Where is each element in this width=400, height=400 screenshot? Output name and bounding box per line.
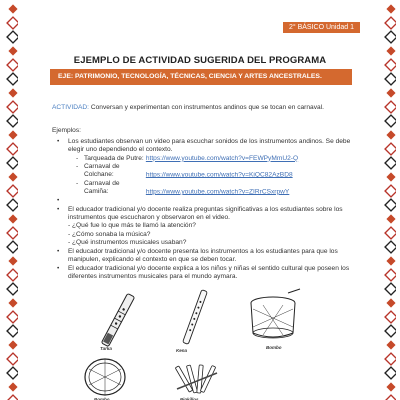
kena-caption: Kena — [176, 348, 188, 353]
border-pattern-segment — [382, 294, 396, 308]
tarka-icon — [88, 290, 148, 350]
video-links — [68, 155, 356, 197]
border-pattern-segment — [382, 140, 396, 154]
border-pattern-segment — [382, 0, 396, 14]
page-title: EJEMPLO DE ACTIVIDAD SUGERIDA DEL PROGRAMA — [73, 55, 327, 66]
border-pattern-segment — [4, 294, 18, 308]
border-pattern-segment — [382, 196, 396, 210]
bombo-illustration — [80, 357, 130, 400]
border-pattern-segment — [4, 98, 18, 112]
border-pattern-segment — [4, 210, 18, 224]
bombo-small-illustration — [238, 287, 308, 352]
border-pattern-segment — [382, 238, 396, 252]
pinkillos-icon — [172, 361, 222, 397]
link-name: Carnaval de Colchane: — [84, 163, 120, 179]
border-pattern-segment — [382, 84, 396, 98]
border-pattern-segment — [4, 56, 18, 70]
list-item — [52, 138, 356, 197]
video-link-putre[interactable]: https://www.youtube.com/watch?v=FEWPyMmU2-Q — [145, 154, 299, 162]
decorative-border-right — [382, 0, 396, 400]
eje-banner: EJE: PATRIMONIO, TECNOLOGÍA, TÉCNICAS, CIENCIA Y ARTES ANCESTRALES. — [50, 69, 352, 85]
border-pattern-segment — [382, 56, 396, 70]
border-pattern-segment — [4, 196, 18, 210]
border-pattern-segment — [382, 210, 396, 224]
border-pattern-segment — [4, 154, 18, 168]
border-pattern-segment — [382, 112, 396, 126]
border-pattern-segment — [4, 28, 18, 42]
border-pattern-segment — [4, 336, 18, 350]
border-pattern-segment — [382, 252, 396, 266]
border-pattern-segment — [4, 392, 18, 400]
border-pattern-segment — [382, 154, 396, 168]
border-pattern-segment — [382, 364, 396, 378]
border-pattern-segment — [4, 70, 18, 84]
bombo-small-caption: Bombo — [266, 345, 282, 350]
border-pattern-segment — [382, 168, 396, 182]
kena-icon — [170, 287, 220, 347]
border-pattern-segment — [4, 224, 18, 238]
border-pattern-segment — [382, 392, 396, 400]
link-name: Carnaval de Camiña: — [84, 179, 120, 196]
border-pattern-segment — [4, 322, 18, 336]
border-pattern-segment — [382, 378, 396, 392]
border-pattern-segment — [4, 378, 18, 392]
border-pattern-segment — [382, 126, 396, 140]
question: - ¿Cómo sonaba la música? — [68, 230, 151, 238]
border-pattern-segment — [4, 350, 18, 364]
link-item — [76, 155, 356, 163]
border-pattern-segment — [382, 14, 396, 28]
bullet-text: El educador tradicional y/o docente presenta los instrumentos a los estudiantes para que los manipulen, explicando el contexto en que se deben tocar. — [68, 247, 338, 264]
border-pattern-segment — [4, 238, 18, 252]
tarka-illustration — [88, 290, 148, 350]
border-pattern-segment — [4, 112, 18, 126]
border-pattern-segment — [382, 308, 396, 322]
border-pattern-segment — [382, 98, 396, 112]
examples-list — [52, 138, 356, 282]
border-pattern-segment — [382, 280, 396, 294]
examples-label: Ejemplos: — [52, 127, 81, 135]
border-pattern-segment — [382, 42, 396, 56]
tarka-caption: Tarka — [100, 346, 112, 351]
video-link-colchane[interactable]: https://www.youtube.com/watch?v=KiQC82AzBD8 — [145, 171, 293, 179]
border-pattern-segment — [382, 350, 396, 364]
link-item — [76, 180, 356, 197]
kena-illustration — [170, 287, 220, 352]
question: - ¿Qué fue lo que más te llamó la atención? — [68, 222, 196, 230]
border-pattern-segment — [4, 308, 18, 322]
bullet-text: El educador tradicional y/o docente realiza preguntas significativas a los estudiantes sobre los instrumentos que escucharon y observaron en el video. — [68, 205, 343, 222]
unit-badge: 2° BÁSICO Unidad 1 — [283, 22, 360, 33]
question: - ¿Qué instrumentos musicales usaban? — [68, 239, 187, 247]
border-pattern-segment — [382, 266, 396, 280]
border-pattern-segment — [4, 252, 18, 266]
border-pattern-segment — [4, 140, 18, 154]
video-link-camina[interactable]: https://www.youtube.com/watch?v=ZIRrCSxrpwY — [145, 188, 290, 196]
activity-label: ACTIVIDAD: — [52, 104, 90, 111]
pinkillos-caption: Pinkillos — [180, 397, 199, 400]
decorative-border-left — [4, 0, 18, 400]
bass-drum-icon — [80, 357, 130, 397]
list-item — [52, 206, 356, 248]
border-pattern-segment — [4, 14, 18, 28]
border-pattern-segment — [4, 84, 18, 98]
border-pattern-segment — [4, 0, 18, 14]
link-name: Tarqueada de Putre: — [84, 154, 144, 162]
document-body — [52, 104, 356, 281]
list-item — [52, 248, 356, 265]
activity-line — [52, 104, 356, 112]
drum-icon — [238, 287, 308, 345]
bullet-text: Los estudiantes observan un video para escuchar sonidos de los instrumentos andinos. Se debe elegir uno dependiendo el contexto. — [68, 137, 351, 154]
border-pattern-segment — [382, 70, 396, 84]
border-pattern-segment — [4, 266, 18, 280]
border-pattern-segment — [4, 364, 18, 378]
spacer — [52, 197, 356, 206]
bullet-text: El educador tradicional y/o docente explica a los niños y niñas el sentido cultural que poseen los diferentes instrumentos musicales para el mundo aymara. — [68, 264, 350, 280]
border-pattern-segment — [382, 182, 396, 196]
border-pattern-segment — [382, 336, 396, 350]
border-pattern-segment — [382, 224, 396, 238]
border-pattern-segment — [382, 28, 396, 42]
activity-text: Conversan y experimentan con instrumentos andinos que se tocan en carnaval. — [89, 104, 324, 111]
border-pattern-segment — [4, 42, 18, 56]
border-pattern-segment — [4, 182, 18, 196]
pinkillos-illustration — [172, 361, 222, 400]
list-item — [52, 265, 356, 282]
border-pattern-segment — [4, 168, 18, 182]
border-pattern-segment — [4, 280, 18, 294]
link-item — [76, 163, 356, 180]
bombo-caption: Bombo — [94, 397, 110, 400]
border-pattern-segment — [4, 126, 18, 140]
border-pattern-segment — [382, 322, 396, 336]
instrument-illustrations — [60, 285, 360, 400]
